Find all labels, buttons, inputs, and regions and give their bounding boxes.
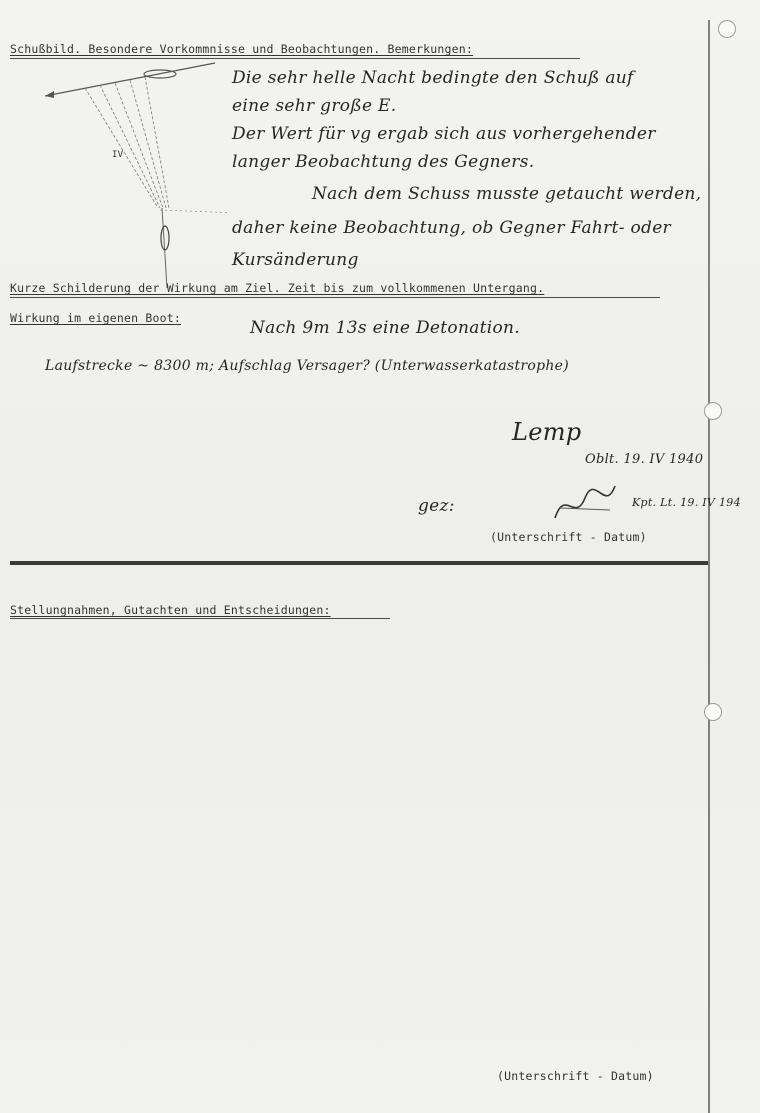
section-heading-statements: Stellungnahmen, Gutachten und Entscheidungen: [10, 603, 331, 617]
second-signature-scribble [550, 478, 620, 528]
section-heading-own-boat: Wirkung im eigenen Boot: [10, 311, 181, 325]
commander-signature: Lemp [512, 418, 582, 446]
section-heading-remarks: Schußbild. Besondere Vorkommnisse und Beobachtungen. Bemerkungen: [10, 42, 474, 56]
right-margin-line [708, 20, 710, 1113]
section-divider [10, 561, 708, 565]
diagram-label: IV [112, 150, 124, 160]
signature-date-2: Kpt. Lt. 19. IV 194 [632, 496, 741, 509]
remark-line-1: Die sehr helle Nacht bedingte den Schuß auf [232, 68, 634, 88]
punch-hole-lower [704, 703, 722, 721]
signature-caption-1: (Unterschrift - Datum) [490, 530, 647, 544]
remark-line-5: Nach dem Schuss musste getaucht werden, [312, 184, 702, 204]
punch-hole-top [718, 20, 736, 38]
remark-line-6: daher keine Beobachtung, ob Gegner Fahrt- oder [232, 218, 671, 238]
punch-hole-middle [704, 402, 722, 420]
remark-line-4: langer Beobachtung des Gegners. [232, 152, 535, 172]
effect-line-2: Laufstrecke ~ 8300 m; Aufschlag Versager? (Unterwasserkatastrophe) [45, 358, 570, 374]
effect-line-1: Nach 9m 13s eine Detonation. [250, 318, 520, 338]
remark-line-3: Der Wert für vg ergab sich aus vorhergehender [232, 124, 656, 144]
remark-line-2: eine sehr große E. [232, 96, 397, 116]
heading-rule-2 [10, 297, 660, 298]
gez-label: gez: [418, 496, 455, 516]
remark-line-7: Kursänderung [232, 250, 359, 270]
signature-caption-2: (Unterschrift - Datum) [497, 1069, 654, 1083]
shot-diagram [40, 58, 230, 288]
section-heading-effect-target: Kurze Schilderung der Wirkung am Ziel. Zeit bis zum vollkommenen Untergang. [10, 281, 545, 295]
heading-rule-4 [10, 618, 390, 619]
signature-date-1: Oblt. 19. IV 1940 [585, 452, 704, 467]
